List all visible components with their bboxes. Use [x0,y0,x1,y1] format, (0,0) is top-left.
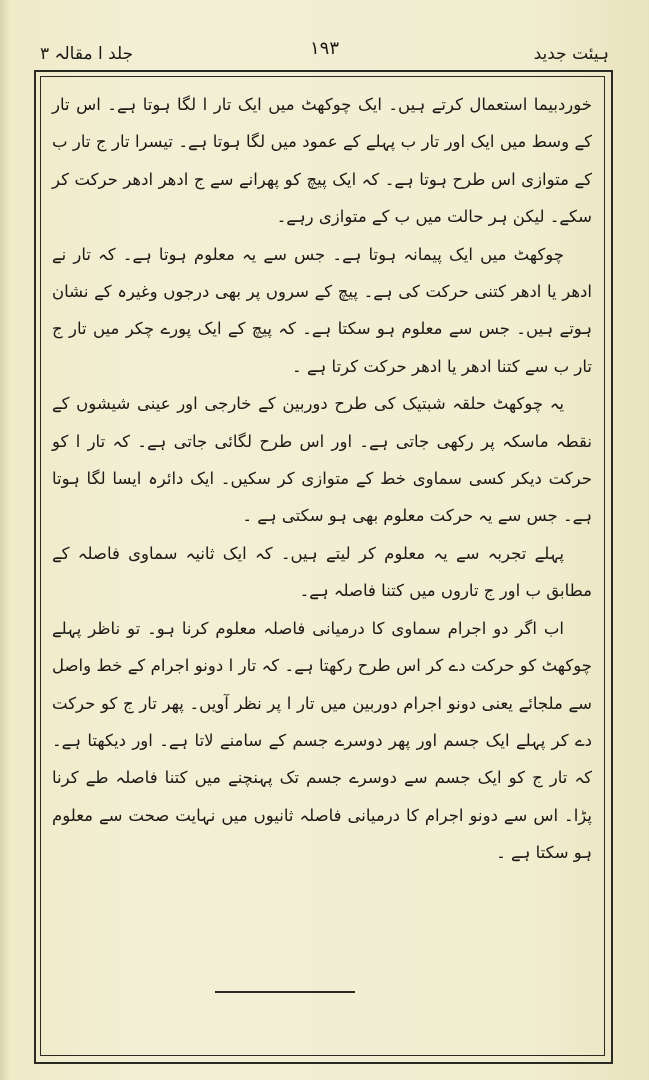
paragraph-4: پہلے تجربہ سے یہ معلوم کر لیتے ہیں۔ کہ ایک ثانیہ سماوی فاصلہ کے مطابق ب اور ج تاروں میں کتنا فاصلہ ہے۔ [52,543,592,601]
paragraph-2: چوکھٹ میں ایک پیمانہ ہوتا ہے۔ جس سے یہ معلوم ہوتا ہے۔ کہ تار نے ادھر یا ادھر کتنی حرکت کی ہے۔ پیچ کے سروں پر بھی درجوں وغیرہ کے نشان ہوتے ہیں۔ جس سے معلوم ہو سکتا ہے۔ کہ پیچ کے ایک پورے چکر میں تار ج تار ب سے کتنا ادھر یا ادھر حرکت کرتا ہے ۔ [52,244,592,376]
page-number: ١٩٣ [309,38,340,59]
page-edge-shadow [0,0,10,1080]
page-body [52,86,592,872]
book-title: ہیئت جدید [533,43,609,64]
volume-label: جلد ا مقالہ ٣ [40,43,134,64]
paragraph-1: خوردبیما استعمال کرتے ہیں۔ ایک چوکھٹ میں ایک تار ا لگا ہوتا ہے۔ اس تار کے وسط میں ایک اور تار ب پہلے کے عمود میں لگا ہوتا ہے۔ تیسرا تار ج تار ب کے متوازی اس طرح ہوتا ہے۔ کہ ایک پیچ کو پھرانے سے ج ادھر ادھر حرکت کر سکے۔ لیکن ہر حالت میں ب کے متوازی رہے۔ [52,95,592,227]
closing-rule [215,991,355,993]
page-header [40,38,609,68]
paragraph-3: یہ چوکھٹ حلقہ شبتیک کی طرح دوربین کے خارجی اور عینی شیشوں کے نقطہ ماسکہ پر رکھی جاتی ہے۔ اور اس طرح لگائی جاتی ہے۔ کہ تار ا کو حرکت دیکر کسی سماوی خط کے متوازی کر سکیں۔ ایک دائرہ ایسا لگا ہوتا ہے۔ جس سے یہ حرکت معلوم بھی ہو سکتی ہے ۔ [52,394,592,526]
paragraph-5: اب اگر دو اجرام سماوی کا درمیانی فاصلہ معلوم کرنا ہو۔ تو ناظر پہلے چوکھٹ کو حرکت دے کر اس طرح رکھتا ہے۔ کہ تار ا دونو اجرام کے خط واصل سے ملجائے یعنی دونو اجرام دوربین میں تار ا پر نظر آویں۔ پھر تار ج کو حرکت دے کر پہلے ایک جسم اور پھر دوسرے جسم کے سامنے لاتا ہے۔ اور دیکھتا ہے۔ کہ تار ج کو ایک جسم سے دوسرے جسم تک پہنچنے میں کتنا فاصلہ طے کرنا پڑا۔ اس سے دونو اجرام کا درمیانی فاصلہ ثانیوں میں نہایت صحت سے معلوم ہو سکتا ہے ۔ [52,618,592,863]
